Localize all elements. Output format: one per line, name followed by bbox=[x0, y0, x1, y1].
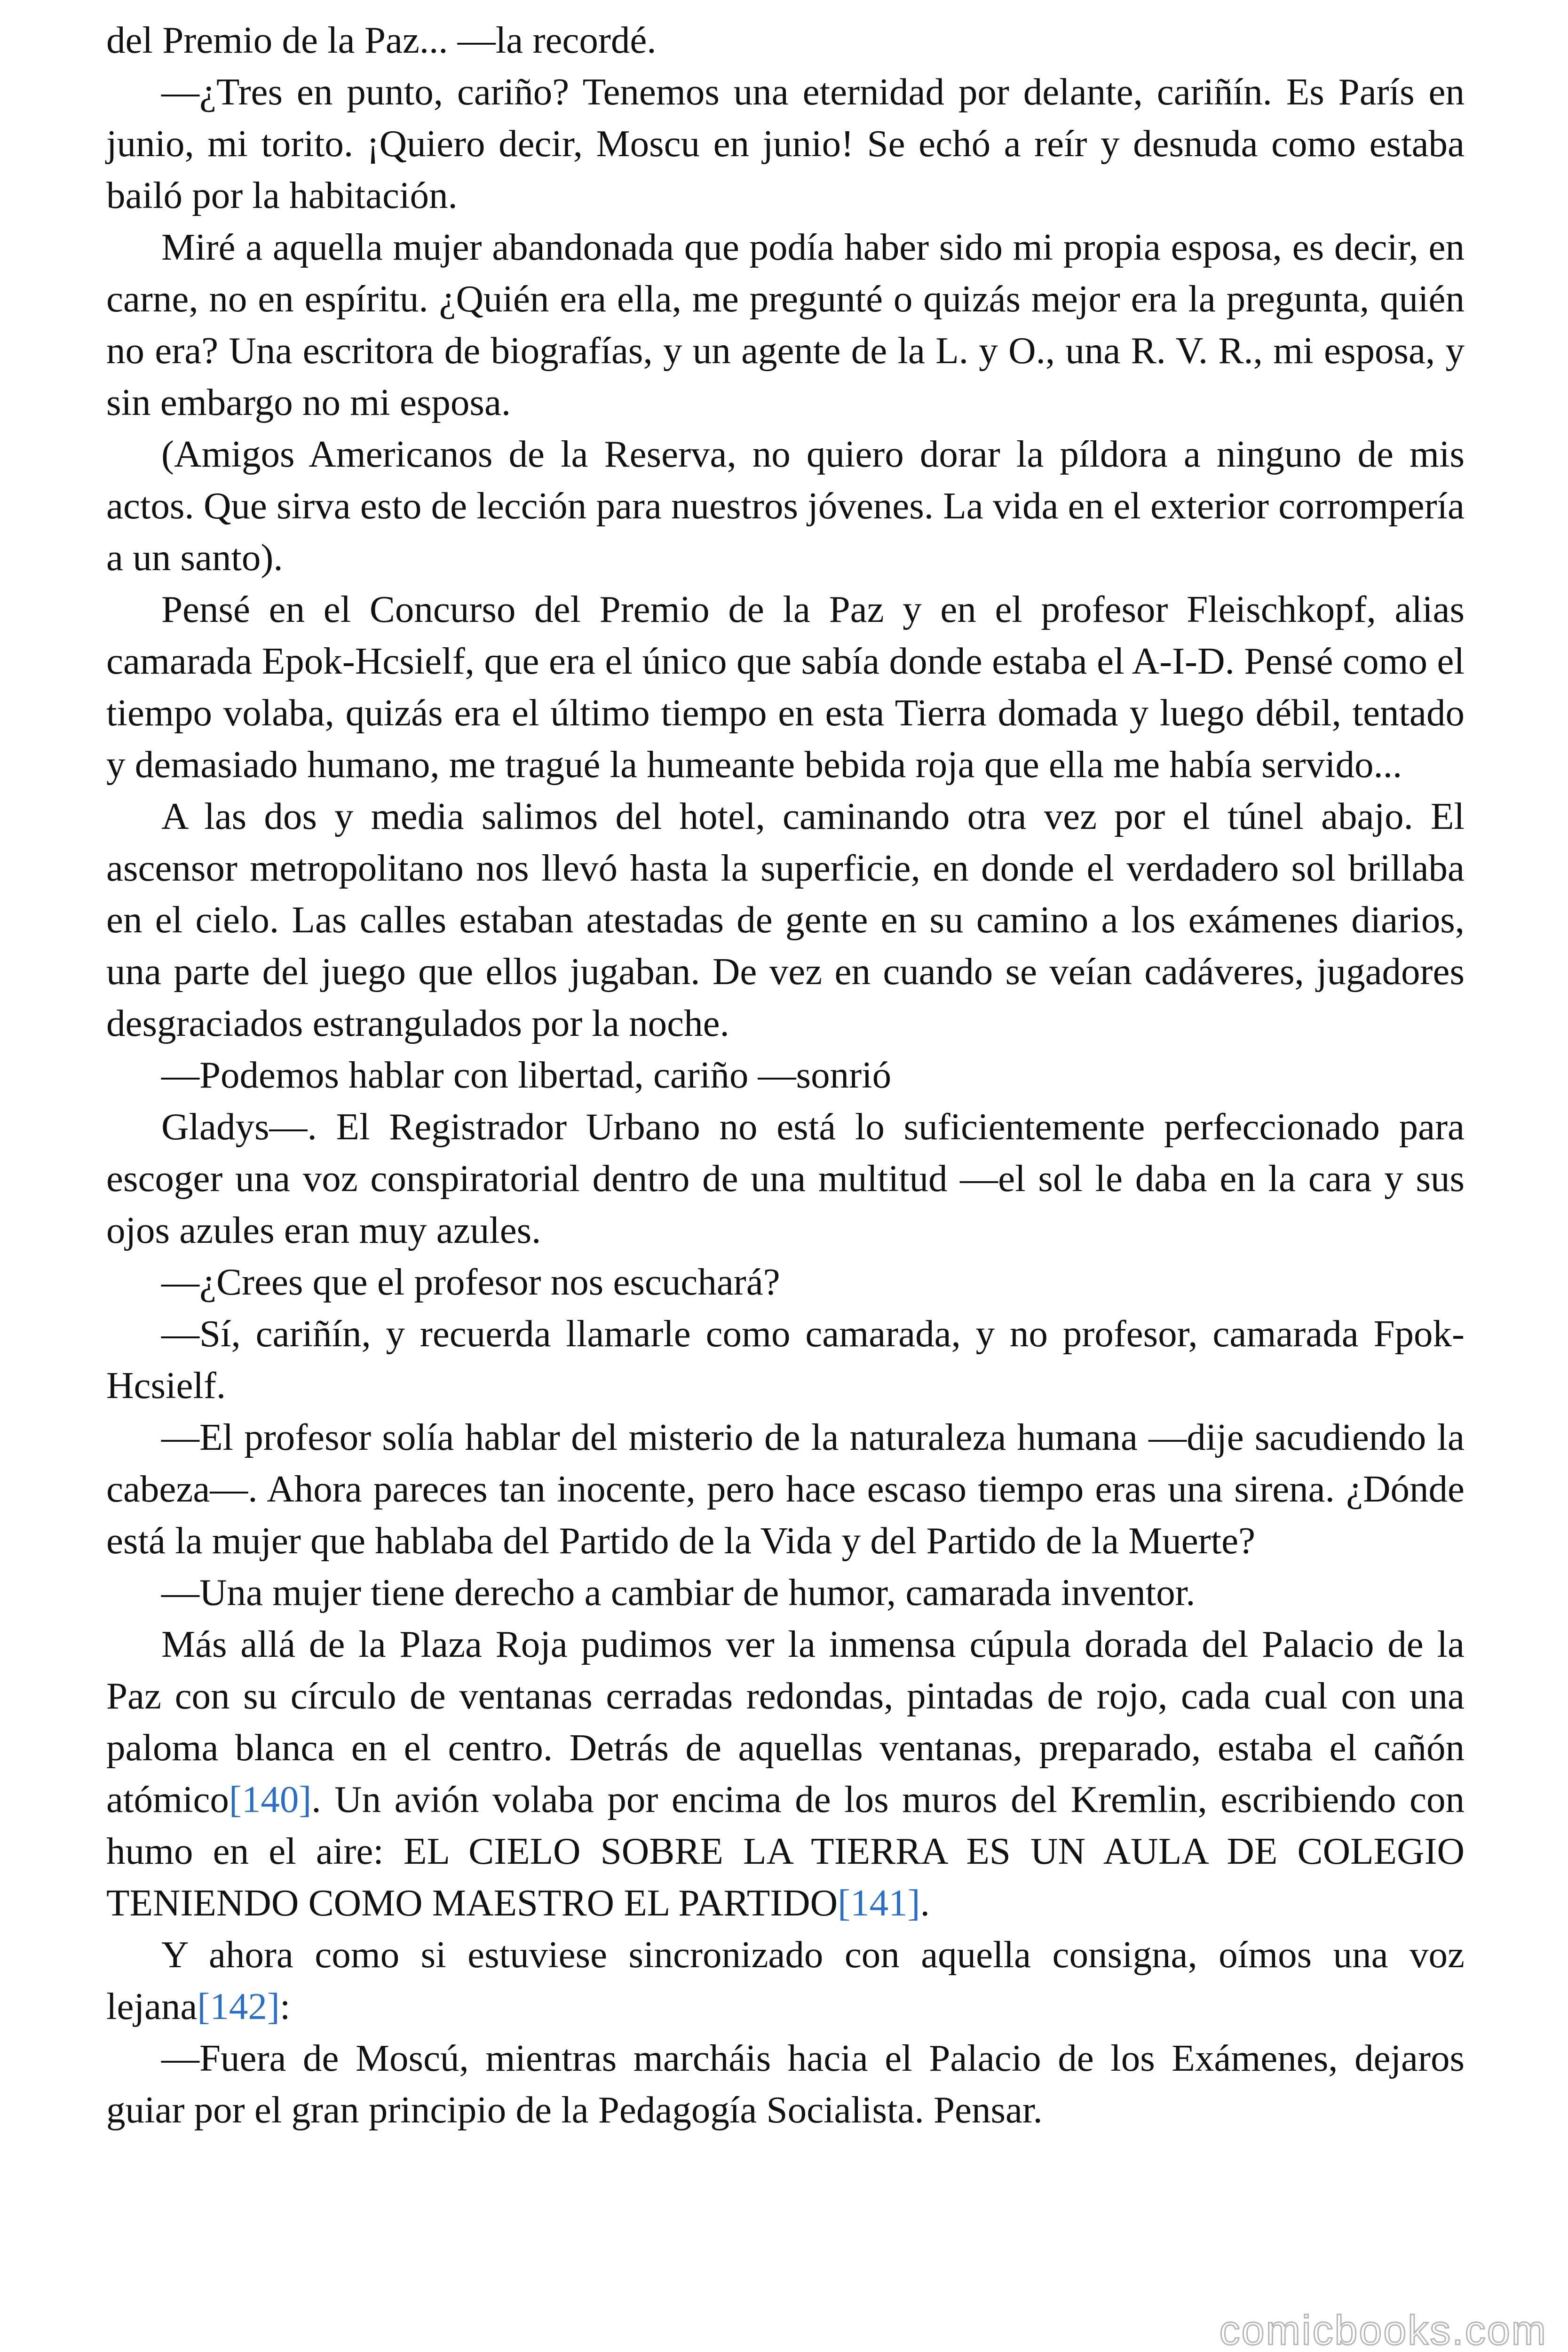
paragraph-text: (Amigos Americanos de la Reserva, no quiero dorar la píldora a ninguno de mis actos. Que sirva esto de lección para nuestros jóvenes. La vida en el exterior corrompería a un santo). bbox=[106, 433, 1465, 579]
footnote-link[interactable]: [142] bbox=[197, 1985, 280, 2027]
paragraph bbox=[106, 790, 1465, 1049]
paragraph-text: —Fuera de Moscú, mientras marcháis hacia el Palacio de los Exámenes, dejaros guiar por el gran principio de la Pedagogía Socialista. Pensar. bbox=[106, 2037, 1465, 2131]
paragraph-text: Miré a aquella mujer abandonada que podía haber sido mi propia esposa, es decir, en carne, no en espíritu. ¿Quién era ella, me pregunté o quizás mejor era la pregunta, quién no era? Una escritora de biografías, y un agente de la L. y O., una R. V. R., mi esposa, y sin embargo no mi esposa. bbox=[106, 226, 1465, 423]
footnote-link[interactable]: [141] bbox=[838, 1882, 920, 1924]
paragraph bbox=[106, 1566, 1465, 1618]
paragraph bbox=[106, 14, 1465, 66]
paragraph-text: . bbox=[920, 1882, 930, 1924]
footnote-link[interactable]: [140] bbox=[229, 1778, 312, 1820]
paragraph-text: . Un avión volaba por encima de los muros del Kremlin, escribiendo con humo en el aire: EL CIELO SOBRE LA TIERRA ES UN AULA DE COLEGIO TENIENDO COMO MAESTRO EL PARTIDO bbox=[106, 1778, 1465, 1924]
watermark: comicbooks.com bbox=[1219, 2307, 1547, 2352]
paragraph-text: Más allá de la Plaza Roja pudimos ver la inmensa cúpula dorada del Palacio de la Paz con su círculo de ventanas cerradas redondas, pintadas de rojo, cada cual con una paloma blanca en el centro. Detrás de aquellas ventanas, preparado, estaba el cañón atómico bbox=[106, 1623, 1465, 1820]
page-text-body bbox=[106, 14, 1465, 2136]
paragraph-text: Gladys—. El Registrador Urbano no está lo suficientemente perfeccionado para escoger una voz conspiratorial dentro de una multitud —el sol le daba en la cara y sus ojos azules eran muy azules. bbox=[106, 1105, 1465, 1251]
paragraph-text: del Premio de la Paz... —la recordé. bbox=[106, 19, 657, 61]
paragraph bbox=[106, 2032, 1465, 2136]
paragraph-text: —Sí, cariñín, y recuerda llamarle como camarada, y no profesor, camarada Fpok-Hcsielf. bbox=[106, 1312, 1465, 1406]
paragraph bbox=[106, 1049, 1465, 1101]
paragraph-text: —¿Crees que el profesor nos escuchará? bbox=[161, 1261, 780, 1303]
paragraph-text: A las dos y media salimos del hotel, caminando otra vez por el túnel abajo. El ascensor metropolitano nos llevó hasta la superficie, en donde el verdadero sol brillaba en el cielo. Las calles estaban atestadas de gente en su camino a los exámenes diarios, una parte del juego que ellos jugaban. De vez en cuando se veían cadáveres, jugadores desgraciados estrangulados por la noche. bbox=[106, 795, 1465, 1044]
paragraph-text: —¿Tres en punto, cariño? Tenemos una eternidad por delante, cariñín. Es París en junio, mi torito. ¡Quiero decir, Moscu en junio! Se echó a reír y desnuda como estaba bailó por la habitación. bbox=[106, 71, 1465, 216]
paragraph bbox=[106, 1308, 1465, 1411]
paragraph-text: Y ahora como si estuviese sincronizado con aquella consigna, oímos una voz lejana bbox=[106, 1933, 1465, 2027]
paragraph-text: —El profesor solía hablar del misterio de la naturaleza humana —dije sacudiendo la cabeza—. Ahora pareces tan inocente, pero hace escaso tiempo eras una sirena. ¿Dónde está la mujer que hablaba del Partido de la Vida y del Partido de la Muerte? bbox=[106, 1416, 1465, 1562]
paragraph-text: —Podemos hablar con libertad, cariño —sonrió bbox=[161, 1054, 892, 1096]
paragraph bbox=[106, 583, 1465, 790]
paragraph bbox=[106, 221, 1465, 428]
paragraph-text: —Una mujer tiene derecho a cambiar de humor, camarada inventor. bbox=[161, 1571, 1196, 1613]
paragraph bbox=[106, 66, 1465, 221]
paragraph bbox=[106, 428, 1465, 583]
paragraph bbox=[106, 1618, 1465, 1929]
paragraph bbox=[106, 1101, 1465, 1256]
paragraph bbox=[106, 1411, 1465, 1566]
paragraph bbox=[106, 1256, 1465, 1308]
paragraph-text: : bbox=[279, 1985, 291, 2027]
paragraph-text: Pensé en el Concurso del Premio de la Paz y en el profesor Fleischkopf, alias camarada Epok-Hcsielf, que era el único que sabía donde estaba el A-I-D. Pensé como el tiempo volaba, quizás era el último tiempo en esta Tierra domada y luego débil, tentado y demasiado humano, me tragué la humeante bebida roja que ella me había servido... bbox=[106, 588, 1465, 786]
paragraph bbox=[106, 1929, 1465, 2032]
